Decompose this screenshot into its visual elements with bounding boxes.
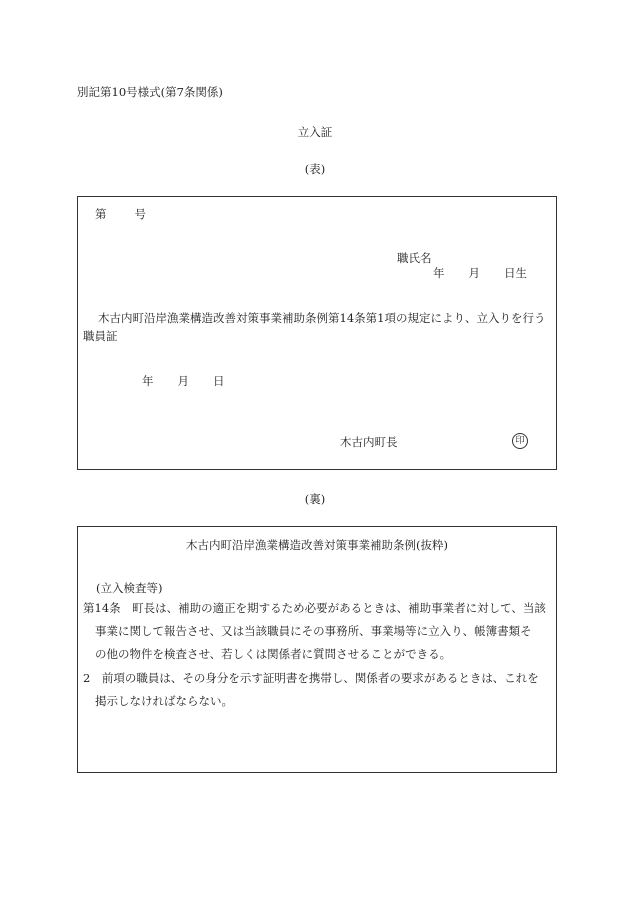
article-subheading: (立入検査等) (96, 581, 163, 595)
issue-date (142, 373, 225, 389)
back-card (77, 526, 557, 773)
article-14-line3: の他の物件を検査させ、若しくは関係者に質問させることができる。 (95, 647, 452, 661)
seal-mark-icon: 印 (512, 433, 528, 449)
birth-date (433, 265, 527, 281)
ordinance-heading: 木古内町沿岸漁業構造改善対策事業補助条例(抜粋) (186, 538, 448, 552)
issue-year: 年 (142, 374, 154, 388)
form-label: 別記第10号様式(第7条関係) (77, 85, 223, 99)
paragraph-2-line2: 掲示しなければならない。 (95, 694, 233, 708)
issuer-name: 木古内町長 (340, 435, 398, 449)
certificate-text-line2: 職員証 (83, 329, 118, 343)
birth-month: 月 (468, 266, 480, 280)
front-card (77, 196, 557, 470)
back-side-label: (裏) (304, 492, 326, 506)
number-prefix: 第 (95, 207, 107, 221)
issue-month: 月 (177, 374, 189, 388)
birth-day: 日生 (504, 266, 527, 280)
article-14-line2: 事業に関して報告させ、又は当該職員にその事務所、事業場等に立入り、帳簿書類そ (95, 624, 532, 638)
article-14-line1: 第14条 町長は、補助の適正を期するため必要があるときは、補助事業者に対して、当該 (83, 601, 546, 615)
paragraph-2-line1: 2 前項の職員は、その身分を示す証明書を携帯し、関係者の要求があるときは、これを (83, 671, 539, 685)
issue-day: 日 (213, 374, 225, 388)
number-suffix: 号 (134, 207, 146, 221)
birth-year: 年 (433, 266, 445, 280)
number-line (95, 206, 146, 222)
front-side-label: (表) (304, 162, 326, 176)
certificate-text-line1: 木古内町沿岸漁業構造改善対策事業補助条例第14条第1項の規定により、立入りを行う (98, 311, 546, 325)
staff-name-label: 職氏名 (397, 251, 432, 265)
document-title: 立入証 (297, 125, 333, 139)
